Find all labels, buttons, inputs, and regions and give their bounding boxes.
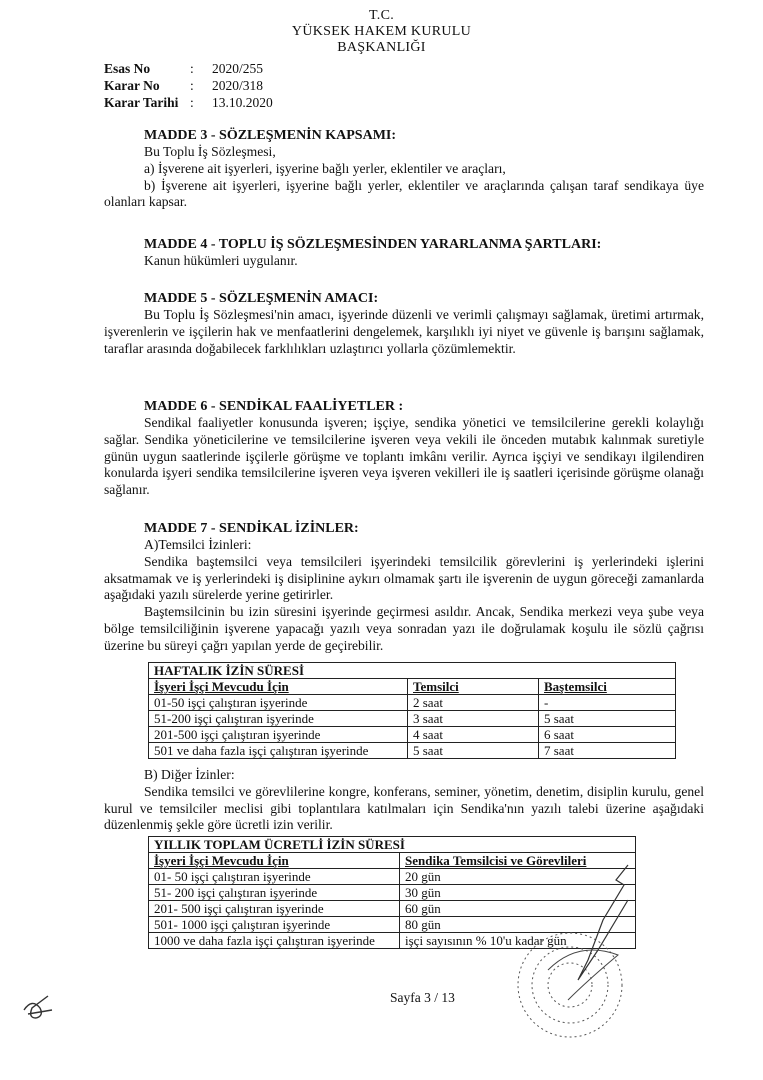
header-tc: T.C. <box>368 8 395 23</box>
article-4 <box>104 236 704 270</box>
article-5 <box>104 290 704 357</box>
article-3-item-a: a) İşverene ait işyerleri, işyerine bağlı yerler, eklentiler ve araçları, <box>144 160 506 176</box>
weekly-leave-title: HAFTALIK İZİN SÜRESİ <box>149 663 676 679</box>
table-cell: 6 saat <box>539 727 676 743</box>
article-6-text: Sendikal faaliyetler konusunda işveren; işçiye, sendika yönetici ve temsilcilerine gerekli kolaylığı sağlar. Sendika yöneticilerine ve temsilcilerine işveren veya vekili ile önceden mutabık kalınmak suretiyle günün uygun saatlerinde işçilerle görüşme ve toplantı imkânı verilir. Ayrıca işçiyi ve sendikayı ilgilendiren konularda işyeri sendika temsilcilerine işveren veya işveren vekilleri ile iş saatleri içerisinde görüşme olanağı sağlanır. <box>104 415 704 498</box>
official-stamp-icon <box>508 860 658 1060</box>
table-row <box>149 727 676 743</box>
article-5-title: MADDE 5 - SÖZLEŞMENİN AMACI: <box>144 291 379 306</box>
table-header: İşyeri İşçi Mevcudu İçin <box>149 853 400 869</box>
article-7-sub-b: B) Diğer İzinler: <box>144 767 235 782</box>
initial-signature-icon <box>18 990 58 1024</box>
article-3-line: Bu Toplu İş Sözleşmesi, <box>144 144 276 159</box>
article-4-text: Kanun hükümleri uygulanır. <box>144 253 298 268</box>
header-presidency: BAŞKANLIĞI <box>337 40 426 55</box>
table-row <box>149 743 676 759</box>
table-header: Temsilci <box>408 679 539 695</box>
table-cell: 01- 50 işçi çalıştıran işyerinde <box>149 869 400 885</box>
table-cell: - <box>539 695 676 711</box>
meta-sep: : <box>190 78 194 93</box>
table-cell: 5 saat <box>539 711 676 727</box>
table-cell: 201- 500 işçi çalıştıran işyerinde <box>149 901 400 917</box>
table-cell: 501 ve daha fazla işçi çalıştıran işyerinde <box>149 743 408 759</box>
meta-row-karar <box>104 77 273 94</box>
table-cell: 30 gün <box>400 885 636 901</box>
article-5-text: Bu Toplu İş Sözleşmesi'nin amacı, işyerinde düzenli ve verimli çalışmayı sağlamak, üretimi artırmak, işverenlerin ve işçilerin hak ve menfaatlerini dengelemek, karşılıklı iyi niyet ve güvenle iş barışını sağlamak, taraflar arasında doğabilecek farklılıkları uzlaştırıcı yollarla çözümlemektir. <box>104 307 704 356</box>
table-cell: işçi sayısının % 10'u kadar gün <box>400 933 636 949</box>
meta-value: 13.10.2020 <box>212 95 273 110</box>
article-6-title: MADDE 6 - SENDİKAL FAALİYETLER : <box>144 399 404 414</box>
meta-key: Karar Tarihi <box>104 95 179 110</box>
table-cell: 3 saat <box>408 711 539 727</box>
table-cell: 60 gün <box>400 901 636 917</box>
article-3-title: MADDE 3 - SÖZLEŞMENİN KAPSAMI: <box>144 128 397 143</box>
meta-key: Karar No <box>104 78 160 93</box>
article-3-item-b: b) İşverene ait işyerleri, işyerine bağlı yerler, eklentiler ve araçlarında çalışan taraf sendikaya üye olanları kapsar. <box>104 177 704 210</box>
table-cell: 201-500 işçi çalıştıran işyerinde <box>149 727 408 743</box>
table-cell: 51-200 işçi çalıştıran işyerinde <box>149 711 408 727</box>
article-7-title: MADDE 7 - SENDİKAL İZİNLER: <box>144 521 359 536</box>
table-cell: 4 saat <box>408 727 539 743</box>
table-header: Baştemsilci <box>539 679 676 695</box>
article-4-title: MADDE 4 - TOPLU İŞ SÖZLEŞMESİNDEN YARARLANMA ŞARTLARI: <box>144 237 602 252</box>
header-institution: YÜKSEK HAKEM KURULU <box>291 24 472 39</box>
table-cell: 51- 200 işçi çalıştıran işyerinde <box>149 885 400 901</box>
case-meta <box>104 60 273 111</box>
meta-key: Esas No <box>104 61 151 76</box>
meta-sep: : <box>190 61 194 76</box>
meta-value: 2020/255 <box>212 61 264 76</box>
table-cell: 501- 1000 işçi çalıştıran işyerinde <box>149 917 400 933</box>
meta-sep: : <box>190 95 194 110</box>
table-cell: 7 saat <box>539 743 676 759</box>
meta-value: 2020/318 <box>212 78 264 93</box>
article-7-para-2: Baştemsilcinin bu izin süresini işyerinde geçirmesi asıldır. Ancak, Sendika merkezi veya şube veya bölge temsilciliğinin işverene yapacağı yazılı veya sonradan yazı ile doğrulamak koşulu ile sözlü çağrısı üzerine bu süreyi çağrı yapılan yerde de geçirebilir. <box>104 604 704 653</box>
table-row <box>149 711 676 727</box>
annual-leave-title: YILLIK TOPLAM ÜCRETLİ İZİN SÜRESİ <box>149 837 636 853</box>
table-cell: 20 gün <box>400 869 636 885</box>
table-header: Sendika Temsilcisi ve Görevlileri <box>400 853 636 869</box>
article-7-part-b <box>104 767 704 834</box>
table-cell: 01-50 işçi çalıştıran işyerinde <box>149 695 408 711</box>
weekly-leave-table <box>148 662 676 759</box>
table-cell: 5 saat <box>408 743 539 759</box>
article-7-sub-a: A)Temsilci İzinleri: <box>144 537 252 552</box>
article-7-para-3: Sendika temsilci ve görevlilerine kongre, konferans, seminer, yönetim, denetim, disiplin kurulu, genel kurul ve temsilciler meclisi gibi toplantılara katılmaları için Sendika'nın yazılı talebi üzerine aşağıdaki düzenlenmiş şekle göre ücretli izin verilir. <box>104 783 704 833</box>
article-7 <box>104 520 704 655</box>
meta-row-esas <box>104 60 273 77</box>
table-cell: 1000 ve daha fazla işçi çalıştıran işyerinde <box>149 933 400 949</box>
table-row <box>149 695 676 711</box>
article-3 <box>104 127 704 211</box>
table-cell: 2 saat <box>408 695 539 711</box>
meta-row-tarih <box>104 94 273 111</box>
article-7-para-1: Sendika baştemsilci veya temsilcileri işyerindeki temsilcilik görevlerini iş yerlerindeki işlerini aksatmamak ve iş yerlerindeki iş disiplinine aykırı olmamak şartı ile işverenin de uygun göreceği zamanlarda aşağıdaki yazılı sürelerde yerine getirirler. <box>104 553 704 603</box>
table-header: İşyeri İşçi Mevcudu İçin <box>149 679 408 695</box>
article-6 <box>104 398 704 499</box>
table-cell: 80 gün <box>400 917 636 933</box>
page-number: Sayfa 3 / 13 <box>390 990 455 1005</box>
